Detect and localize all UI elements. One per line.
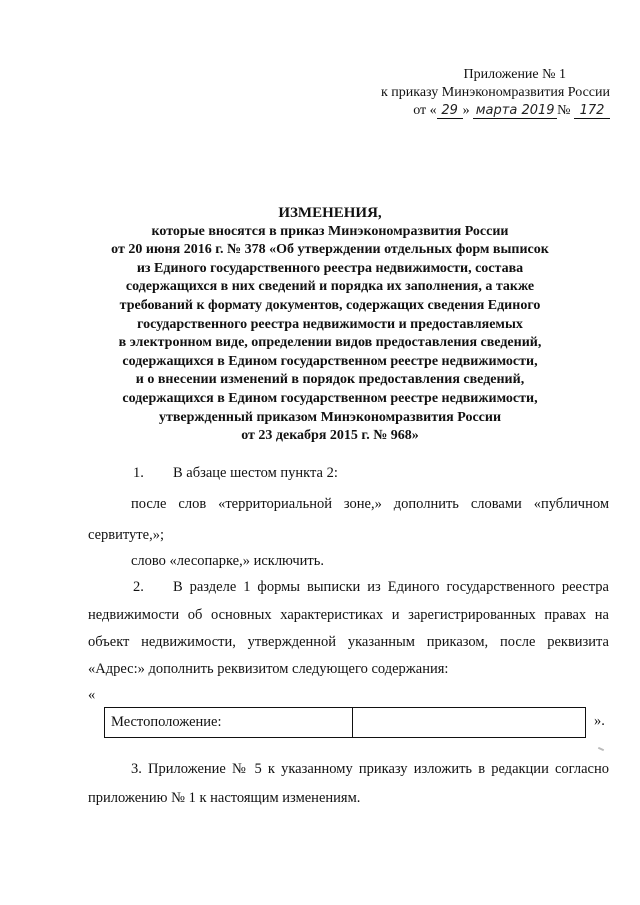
title-line: содержащихся в Едином государственном реестре недвижимости, — [122, 390, 538, 406]
open-quote: « — [88, 687, 96, 703]
item2-line1: В разделе 1 формы выписки из Единого государственного реестра — [173, 579, 609, 595]
title-line: из Единого государственного реестра недвижимости, состава — [136, 260, 524, 276]
title-line: и о внесении изменений в порядок предоставления сведений, — [135, 372, 525, 388]
handwritten-number: 172 — [574, 103, 610, 119]
title-line: в электронном виде, определении видов предоставления сведений, — [118, 335, 542, 351]
item1-text: В абзаце шестом пункта 2: — [173, 465, 338, 481]
item1-line1: после слов «территориальной зоне,» дополнить словами «публичном — [131, 496, 609, 512]
number-label: № — [557, 103, 571, 118]
item3-line2: приложению № 1 к настоящим изменениям. — [88, 790, 361, 806]
appendix-order-ref: к приказу Минэкономразвития России — [380, 85, 610, 100]
item2-line4: «Адрес:» дополнить реквизитом следующего содержания: — [88, 661, 449, 677]
scan-mark — [598, 747, 604, 751]
title-heading: ИЗМЕНЕНИЯ, — [278, 205, 382, 221]
appendix-title: Приложение № 1 — [463, 67, 566, 82]
item2-line2: недвижимости об основных характеристиках и зарегистрированных правах на — [88, 607, 609, 623]
item1-number: 1. — [133, 465, 144, 481]
appendix-header — [370, 66, 610, 120]
title-line: от 20 июня 2016 г. № 378 «Об утверждении отдельных форм выписок — [111, 242, 549, 258]
title-line: государственного реестра недвижимости и предоставляемых — [137, 316, 523, 332]
handwritten-day: 29 — [437, 103, 463, 119]
document-title — [70, 204, 590, 446]
date-from-label: от « — [413, 103, 437, 118]
title-line: утвержденный приказом Минэкономразвития России — [158, 409, 502, 425]
appendix-date-number — [370, 102, 610, 120]
item3-line1: 3. Приложение № 5 к указанному приказу изложить в редакции согласно — [131, 761, 609, 777]
item1-line2: сервитуте,»; — [88, 527, 164, 543]
location-value-cell — [353, 708, 585, 737]
title-line: которые вносятся в приказ Минэкономразвития России — [151, 223, 509, 239]
item1-line3: слово «лесопарке,» исключить. — [131, 553, 324, 569]
date-quote-close: » — [462, 103, 470, 118]
title-line: требований к формату документов, содержащих сведения Единого — [119, 297, 541, 313]
title-line: от 23 декабря 2015 г. № 968» — [241, 428, 419, 444]
title-line: содержащихся в них сведений и порядка их заполнения, а также — [125, 279, 535, 295]
location-label-cell: Местоположение: — [105, 708, 353, 737]
handwritten-month-year: марта 2019 — [473, 103, 557, 119]
item2-number: 2. — [133, 579, 144, 595]
item2-line3: объект недвижимости, утвержденной указанным приказом, после реквизита — [88, 634, 609, 650]
location-table — [104, 707, 586, 738]
close-quote: ». — [594, 713, 605, 729]
title-line: содержащихся в Едином государственном реестре недвижимости, — [122, 353, 538, 369]
